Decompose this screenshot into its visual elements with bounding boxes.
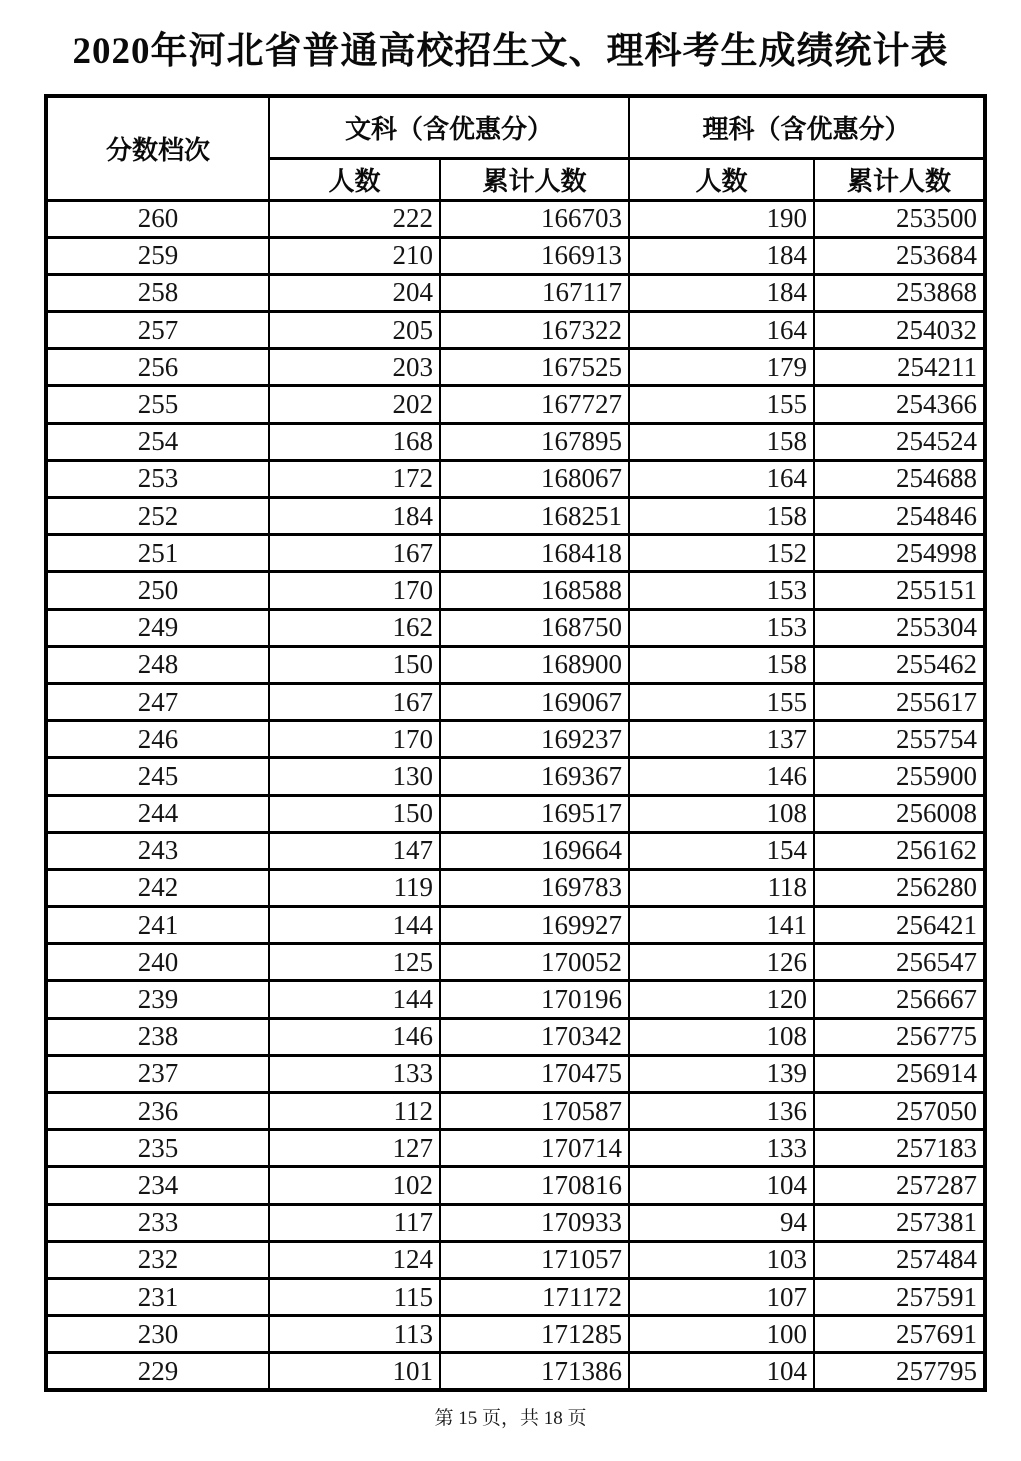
score-cell: 253 xyxy=(46,460,269,497)
table-row xyxy=(46,907,985,944)
score-cell: 242 xyxy=(46,869,269,906)
arts-count-cell: 130 xyxy=(269,758,440,795)
table-row xyxy=(46,1018,985,1055)
arts-cumulative-cell: 171057 xyxy=(440,1241,629,1278)
table-row xyxy=(46,1316,985,1353)
table-body xyxy=(46,200,985,1390)
arts-cumulative-cell: 167322 xyxy=(440,312,629,349)
arts-cumulative-cell: 171172 xyxy=(440,1278,629,1315)
score-cell: 245 xyxy=(46,758,269,795)
table-row xyxy=(46,683,985,720)
science-count-cell: 133 xyxy=(629,1130,814,1167)
table-row xyxy=(46,944,985,981)
table-row xyxy=(46,869,985,906)
arts-cumulative-header: 累计人数 xyxy=(440,158,629,200)
table-row xyxy=(46,498,985,535)
score-cell: 239 xyxy=(46,981,269,1018)
score-cell: 244 xyxy=(46,795,269,832)
science-count-cell: 120 xyxy=(629,981,814,1018)
arts-count-cell: 170 xyxy=(269,572,440,609)
science-cumulative-cell: 253684 xyxy=(814,237,985,274)
table-row xyxy=(46,795,985,832)
score-cell: 243 xyxy=(46,832,269,869)
arts-count-cell: 101 xyxy=(269,1353,440,1390)
science-count-cell: 100 xyxy=(629,1316,814,1353)
science-cumulative-cell: 257183 xyxy=(814,1130,985,1167)
score-cell: 248 xyxy=(46,646,269,683)
header-group-row xyxy=(46,96,985,158)
score-cell: 241 xyxy=(46,907,269,944)
science-cumulative-cell: 256667 xyxy=(814,981,985,1018)
arts-count-cell: 168 xyxy=(269,423,440,460)
arts-count-cell: 172 xyxy=(269,460,440,497)
arts-cumulative-cell: 168750 xyxy=(440,609,629,646)
score-cell: 251 xyxy=(46,535,269,572)
science-count-cell: 141 xyxy=(629,907,814,944)
arts-cumulative-cell: 168251 xyxy=(440,498,629,535)
science-cumulative-cell: 256775 xyxy=(814,1018,985,1055)
science-count-cell: 108 xyxy=(629,795,814,832)
score-cell: 233 xyxy=(46,1204,269,1241)
arts-cumulative-cell: 167727 xyxy=(440,386,629,423)
score-cell: 252 xyxy=(46,498,269,535)
science-cumulative-cell: 253868 xyxy=(814,274,985,311)
score-cell: 250 xyxy=(46,572,269,609)
score-cell: 229 xyxy=(46,1353,269,1390)
score-cell: 258 xyxy=(46,274,269,311)
science-group-header: 理科（含优惠分） xyxy=(629,96,985,158)
science-count-cell: 139 xyxy=(629,1055,814,1092)
science-count-cell: 184 xyxy=(629,237,814,274)
science-cumulative-cell: 255304 xyxy=(814,609,985,646)
science-count-cell: 137 xyxy=(629,721,814,758)
table-row xyxy=(46,1130,985,1167)
table-row xyxy=(46,1204,985,1241)
science-cumulative-cell: 255151 xyxy=(814,572,985,609)
arts-count-cell: 146 xyxy=(269,1018,440,1055)
arts-count-cell: 210 xyxy=(269,237,440,274)
science-cumulative-cell: 254688 xyxy=(814,460,985,497)
arts-count-cell: 184 xyxy=(269,498,440,535)
table-row xyxy=(46,832,985,869)
arts-count-cell: 125 xyxy=(269,944,440,981)
arts-count-cell: 115 xyxy=(269,1278,440,1315)
science-count-cell: 108 xyxy=(629,1018,814,1055)
science-count-cell: 146 xyxy=(629,758,814,795)
science-cumulative-cell: 257591 xyxy=(814,1278,985,1315)
science-count-cell: 107 xyxy=(629,1278,814,1315)
table-row xyxy=(46,1055,985,1092)
score-cell: 238 xyxy=(46,1018,269,1055)
arts-cumulative-cell: 170196 xyxy=(440,981,629,1018)
score-cell: 240 xyxy=(46,944,269,981)
table-row xyxy=(46,1241,985,1278)
arts-cumulative-cell: 170342 xyxy=(440,1018,629,1055)
arts-count-header: 人数 xyxy=(269,158,440,200)
science-cumulative-cell: 254524 xyxy=(814,423,985,460)
score-cell: 237 xyxy=(46,1055,269,1092)
table-row xyxy=(46,274,985,311)
science-cumulative-cell: 253500 xyxy=(814,200,985,237)
science-cumulative-cell: 254032 xyxy=(814,312,985,349)
arts-cumulative-cell: 170475 xyxy=(440,1055,629,1092)
arts-cumulative-cell: 168418 xyxy=(440,535,629,572)
science-cumulative-cell: 256914 xyxy=(814,1055,985,1092)
science-cumulative-cell: 256162 xyxy=(814,832,985,869)
arts-count-cell: 204 xyxy=(269,274,440,311)
score-cell: 257 xyxy=(46,312,269,349)
arts-count-cell: 144 xyxy=(269,907,440,944)
science-count-cell: 94 xyxy=(629,1204,814,1241)
arts-cumulative-cell: 167895 xyxy=(440,423,629,460)
arts-count-cell: 150 xyxy=(269,795,440,832)
score-cell: 235 xyxy=(46,1130,269,1167)
arts-count-cell: 167 xyxy=(269,683,440,720)
arts-count-cell: 205 xyxy=(269,312,440,349)
arts-count-cell: 147 xyxy=(269,832,440,869)
science-count-cell: 164 xyxy=(629,312,814,349)
table-row xyxy=(46,200,985,237)
table-row xyxy=(46,1167,985,1204)
science-cumulative-cell: 255462 xyxy=(814,646,985,683)
table-header xyxy=(46,96,985,200)
arts-cumulative-cell: 166703 xyxy=(440,200,629,237)
science-cumulative-cell: 257691 xyxy=(814,1316,985,1353)
science-cumulative-cell: 254366 xyxy=(814,386,985,423)
arts-cumulative-cell: 170587 xyxy=(440,1093,629,1130)
score-cell: 259 xyxy=(46,237,269,274)
score-level-header: 分数档次 xyxy=(46,96,269,200)
table-row xyxy=(46,386,985,423)
science-count-cell: 158 xyxy=(629,646,814,683)
arts-count-cell: 203 xyxy=(269,349,440,386)
arts-count-cell: 102 xyxy=(269,1167,440,1204)
arts-count-cell: 119 xyxy=(269,869,440,906)
arts-cumulative-cell: 169367 xyxy=(440,758,629,795)
score-cell: 236 xyxy=(46,1093,269,1130)
score-cell: 232 xyxy=(46,1241,269,1278)
page-number-footer: 第 15 页，共 18 页 xyxy=(434,1408,587,1429)
science-cumulative-cell: 255900 xyxy=(814,758,985,795)
arts-count-cell: 150 xyxy=(269,646,440,683)
table-row xyxy=(46,1353,985,1390)
arts-cumulative-cell: 167525 xyxy=(440,349,629,386)
science-count-cell: 190 xyxy=(629,200,814,237)
science-count-cell: 126 xyxy=(629,944,814,981)
score-statistics-table xyxy=(44,94,987,1392)
arts-count-cell: 167 xyxy=(269,535,440,572)
arts-cumulative-cell: 169664 xyxy=(440,832,629,869)
arts-cumulative-cell: 168067 xyxy=(440,460,629,497)
table-row xyxy=(46,758,985,795)
science-count-cell: 164 xyxy=(629,460,814,497)
science-count-cell: 154 xyxy=(629,832,814,869)
science-cumulative-cell: 255617 xyxy=(814,683,985,720)
arts-cumulative-cell: 171285 xyxy=(440,1316,629,1353)
arts-cumulative-cell: 167117 xyxy=(440,274,629,311)
table-row xyxy=(46,1093,985,1130)
arts-cumulative-cell: 170714 xyxy=(440,1130,629,1167)
arts-count-cell: 202 xyxy=(269,386,440,423)
table-row xyxy=(46,237,985,274)
score-cell: 256 xyxy=(46,349,269,386)
arts-count-cell: 112 xyxy=(269,1093,440,1130)
science-cumulative-cell: 256280 xyxy=(814,869,985,906)
science-cumulative-cell: 255754 xyxy=(814,721,985,758)
science-cumulative-cell: 257287 xyxy=(814,1167,985,1204)
arts-cumulative-cell: 171386 xyxy=(440,1353,629,1390)
score-cell: 234 xyxy=(46,1167,269,1204)
science-cumulative-cell: 257484 xyxy=(814,1241,985,1278)
science-cumulative-cell: 254998 xyxy=(814,535,985,572)
science-cumulative-cell: 254846 xyxy=(814,498,985,535)
page-title: 2020年河北省普通高校招生文、理科考生成绩统计表 xyxy=(72,31,949,72)
table-row xyxy=(46,1278,985,1315)
science-cumulative-cell: 257795 xyxy=(814,1353,985,1390)
science-count-cell: 153 xyxy=(629,572,814,609)
score-cell: 230 xyxy=(46,1316,269,1353)
science-count-cell: 104 xyxy=(629,1167,814,1204)
science-cumulative-cell: 256421 xyxy=(814,907,985,944)
science-count-cell: 152 xyxy=(629,535,814,572)
table-row xyxy=(46,460,985,497)
score-cell: 255 xyxy=(46,386,269,423)
arts-cumulative-cell: 166913 xyxy=(440,237,629,274)
score-cell: 260 xyxy=(46,200,269,237)
table-row xyxy=(46,349,985,386)
science-count-cell: 179 xyxy=(629,349,814,386)
science-cumulative-cell: 256547 xyxy=(814,944,985,981)
arts-group-header: 文科（含优惠分） xyxy=(269,96,629,158)
table-row xyxy=(46,312,985,349)
arts-cumulative-cell: 168900 xyxy=(440,646,629,683)
arts-count-cell: 162 xyxy=(269,609,440,646)
arts-cumulative-cell: 169237 xyxy=(440,721,629,758)
science-cumulative-cell: 257381 xyxy=(814,1204,985,1241)
arts-cumulative-cell: 169517 xyxy=(440,795,629,832)
science-count-cell: 136 xyxy=(629,1093,814,1130)
science-count-cell: 104 xyxy=(629,1353,814,1390)
table-row xyxy=(46,721,985,758)
table-row xyxy=(46,646,985,683)
science-cumulative-header: 累计人数 xyxy=(814,158,985,200)
score-cell: 246 xyxy=(46,721,269,758)
score-cell: 247 xyxy=(46,683,269,720)
science-count-header: 人数 xyxy=(629,158,814,200)
arts-count-cell: 117 xyxy=(269,1204,440,1241)
science-cumulative-cell: 254211 xyxy=(814,349,985,386)
table-row xyxy=(46,981,985,1018)
arts-count-cell: 133 xyxy=(269,1055,440,1092)
table-row xyxy=(46,572,985,609)
table-row xyxy=(46,535,985,572)
table-row xyxy=(46,423,985,460)
table-row xyxy=(46,609,985,646)
arts-cumulative-cell: 170052 xyxy=(440,944,629,981)
science-count-cell: 155 xyxy=(629,683,814,720)
science-cumulative-cell: 257050 xyxy=(814,1093,985,1130)
score-cell: 231 xyxy=(46,1278,269,1315)
science-count-cell: 184 xyxy=(629,274,814,311)
science-cumulative-cell: 256008 xyxy=(814,795,985,832)
science-count-cell: 155 xyxy=(629,386,814,423)
science-count-cell: 158 xyxy=(629,498,814,535)
arts-count-cell: 170 xyxy=(269,721,440,758)
arts-count-cell: 127 xyxy=(269,1130,440,1167)
arts-count-cell: 222 xyxy=(269,200,440,237)
arts-cumulative-cell: 170816 xyxy=(440,1167,629,1204)
science-count-cell: 153 xyxy=(629,609,814,646)
score-cell: 254 xyxy=(46,423,269,460)
arts-cumulative-cell: 169067 xyxy=(440,683,629,720)
arts-cumulative-cell: 170933 xyxy=(440,1204,629,1241)
arts-count-cell: 113 xyxy=(269,1316,440,1353)
science-count-cell: 158 xyxy=(629,423,814,460)
arts-cumulative-cell: 168588 xyxy=(440,572,629,609)
arts-count-cell: 144 xyxy=(269,981,440,1018)
science-count-cell: 118 xyxy=(629,869,814,906)
score-cell: 249 xyxy=(46,609,269,646)
arts-cumulative-cell: 169783 xyxy=(440,869,629,906)
arts-count-cell: 124 xyxy=(269,1241,440,1278)
arts-cumulative-cell: 169927 xyxy=(440,907,629,944)
science-count-cell: 103 xyxy=(629,1241,814,1278)
